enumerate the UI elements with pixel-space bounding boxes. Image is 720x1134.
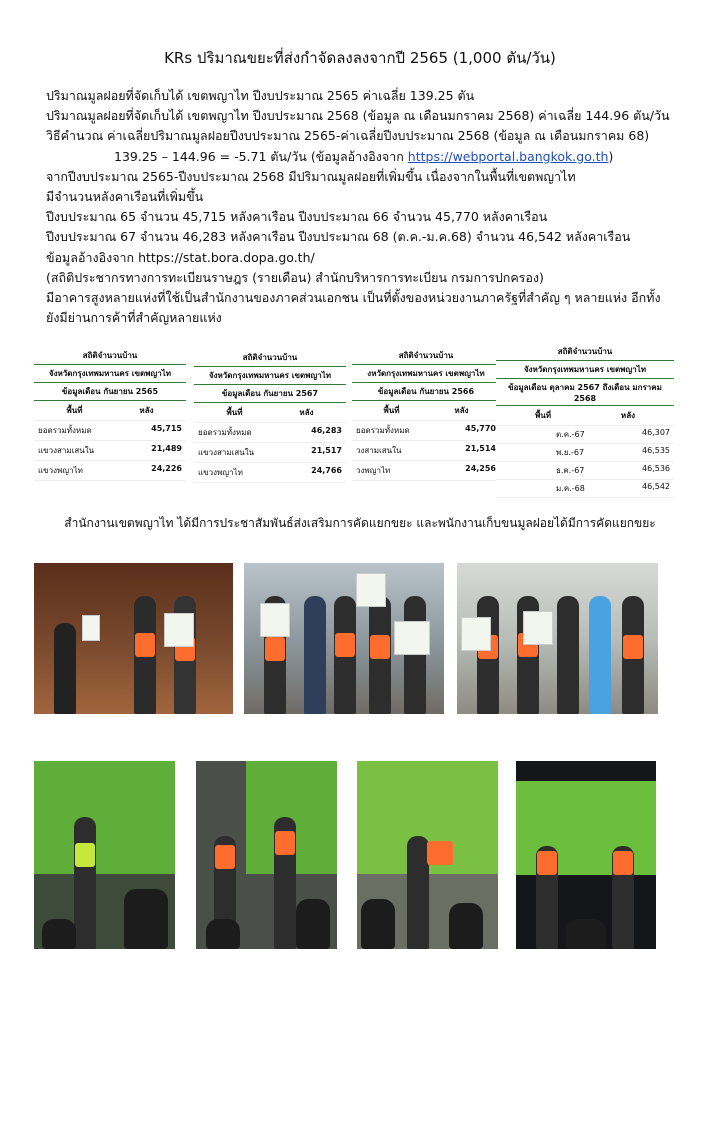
area-cell: พ.ย.-67 xyxy=(556,448,585,457)
table-row xyxy=(194,443,346,463)
photo-caption: สำนักงานเขตพญาไท ได้มีการประชาสัมพันธ์ส่งเสริมการคัดแยกขยะ และพนักงานเก็บขนมูลฝอยได้มีการคัดแยกขยะ xyxy=(64,516,656,530)
area-cell: แขวงพญาไท xyxy=(38,466,83,475)
photo-campaign-cafe xyxy=(34,563,233,714)
count-cell: 21,489 xyxy=(151,444,182,453)
count-cell: 46,536 xyxy=(642,464,670,473)
table-heading: สถิติจำนวนบ้าน xyxy=(34,347,186,365)
stats-table-2567 xyxy=(194,349,346,483)
count-cell: 45,715 xyxy=(151,424,182,433)
table-period: ข้อมูลเดือน กันยายน 2567 xyxy=(194,385,346,403)
campaign-poster xyxy=(523,611,553,645)
stats-table-2565 xyxy=(34,347,186,481)
garbage-bag xyxy=(449,903,483,949)
table-heading: สถิติจำนวนบ้าน xyxy=(496,343,674,361)
table-row xyxy=(352,441,500,461)
area-cell: ธ.ค.-67 xyxy=(556,466,585,475)
table-row xyxy=(496,480,674,498)
column-count: หลัง xyxy=(620,411,636,420)
document-title: KRs ปริมาณขยะที่ส่งกำจัดลงลงจากปี 2565 (1,000 ตัน/วัน) xyxy=(164,49,556,67)
campaign-poster xyxy=(461,617,491,651)
area-cell: ม.ค.-68 xyxy=(556,484,585,493)
paper-sheet xyxy=(82,615,100,641)
photo-campaign-street xyxy=(244,563,444,714)
count-cell: 24,226 xyxy=(151,464,182,473)
count-cell: 46,535 xyxy=(642,446,670,455)
orange-vest xyxy=(275,831,295,855)
person-figure xyxy=(404,596,426,714)
photo-sorting-night xyxy=(516,761,656,949)
column-count: หลัง xyxy=(139,406,154,415)
column-area: พื้นที่ xyxy=(383,406,400,415)
paragraph-line: ปริมาณมูลฝอยที่จัดเก็บได้ เขตพญาไท ปีงบประมาณ 2568 (ข้อมูล ณ เดือนมกราคม 2568) ค่าเฉลี่ย 144.96 ตัน/วัน xyxy=(46,108,670,124)
garbage-truck xyxy=(34,761,175,874)
garbage-bag xyxy=(124,889,168,949)
count-cell: 21,514 xyxy=(465,444,496,453)
garbage-bag xyxy=(206,919,240,949)
campaign-poster xyxy=(164,613,194,647)
orange-vest xyxy=(427,841,453,865)
orange-vest xyxy=(335,633,355,657)
table-header-row xyxy=(194,403,346,423)
reference-link[interactable]: https://webportal.bangkok.go.th xyxy=(407,148,609,164)
photo-campaign-group xyxy=(457,563,658,714)
orange-vest xyxy=(537,851,557,875)
count-cell: 21,517 xyxy=(311,446,342,455)
table-header-row xyxy=(496,406,674,426)
count-cell: 45,770 xyxy=(465,424,496,433)
paragraph-line: มีอาคารสูงหลายแห่งที่ใช้เป็นสำนักงานของภาคส่วนเอกชน เป็นที่ตั้งของหน่วยงานภาครัฐที่สำคัญ ๆ หลายแห่ง อีกทั้ง xyxy=(46,290,661,306)
count-cell: 24,256 xyxy=(465,464,496,473)
garbage-bag xyxy=(566,919,606,949)
garbage-bag xyxy=(361,899,395,949)
stats-table-2566 xyxy=(352,347,500,481)
area-cell: วงสามเสนใน xyxy=(356,446,402,455)
orange-vest xyxy=(370,635,390,659)
person-figure xyxy=(304,596,326,714)
paragraph-line: (สถิติประชากรทางการทะเบียนราษฎร (รายเดือน) สำนักบริหารการทะเบียน กรมการปกครอง) xyxy=(46,269,544,285)
table-header-row xyxy=(352,401,500,421)
person-figure xyxy=(74,817,96,949)
column-area: พื้นที่ xyxy=(226,408,243,417)
area-cell: ต.ค.-67 xyxy=(556,430,585,439)
table-row xyxy=(194,423,346,443)
area-cell: ยอดรวมทั้งหมด xyxy=(198,428,252,437)
house-statistics-tables xyxy=(34,343,684,493)
table-subheading: งหวัดกรุงเทพมหานคร เขตพญาไท xyxy=(352,365,500,383)
photo-sorting-2 xyxy=(196,761,337,949)
photo-sorting-1 xyxy=(34,761,175,949)
calculation-text: 139.25 – 144.96 = -5.71 ตัน/วัน (ข้อมูลอ้างอิงจาก xyxy=(114,148,408,164)
orange-vest xyxy=(613,851,633,875)
body-text xyxy=(46,86,696,328)
table-row xyxy=(496,426,674,444)
count-cell: 24,766 xyxy=(311,466,342,475)
table-row xyxy=(496,462,674,480)
area-cell: วงพญาไท xyxy=(356,466,391,475)
paragraph-line: จากปีงบประมาณ 2565-ปีงบประมาณ 2568 มีปริมาณมูลฝอยที่เพิ่มขึ้น เนื่องจากในพื้นที่เขตพญาไท xyxy=(46,168,576,184)
paragraph-line: ปีงบประมาณ 65 จำนวน 45,715 หลังคาเรือน ปีงบประมาณ 66 จำนวน 45,770 หลังคาเรือน xyxy=(46,209,548,225)
column-area: พื้นที่ xyxy=(66,406,83,415)
count-cell: 46,542 xyxy=(642,482,670,491)
campaign-poster xyxy=(356,573,386,607)
table-period: ข้อมูลเดือน ตุลาคม 2567 ถึงเดือน มกราคม 2568 xyxy=(496,379,674,406)
column-area: พื้นที่ xyxy=(534,411,551,420)
table-row xyxy=(34,421,186,441)
table-row xyxy=(194,463,346,483)
table-period: ข้อมูลเดือน กันยายน 2566 xyxy=(352,383,500,401)
table-subheading: จังหวัดกรุงเทพมหานคร เขตพญาไท xyxy=(496,361,674,379)
person-figure xyxy=(557,596,579,714)
campaign-poster xyxy=(394,621,430,655)
garbage-bag xyxy=(42,919,76,949)
column-count: หลัง xyxy=(299,408,314,417)
column-count: หลัง xyxy=(454,406,469,415)
table-row xyxy=(34,461,186,481)
table-subheading: จังหวัดกรุงเทพมหานคร เขตพญาไท xyxy=(34,365,186,383)
table-subheading: จังหวัดกรุงเทพมหานคร เขตพญาไท xyxy=(194,367,346,385)
orange-vest xyxy=(265,637,285,661)
person-figure xyxy=(407,836,429,949)
paragraph-line: ปริมาณมูลฝอยที่จัดเก็บได้ เขตพญาไท ปีงบประมาณ 2565 ค่าเฉลี่ย 139.25 ตัน xyxy=(46,88,475,103)
table-row xyxy=(34,441,186,461)
stats-table-2568 xyxy=(496,343,674,498)
orange-vest xyxy=(215,845,235,869)
table-period: ข้อมูลเดือน กันยายน 2565 xyxy=(34,383,186,401)
table-header-row xyxy=(34,401,186,421)
person-figure xyxy=(54,623,76,714)
area-cell: แขวงสามเสนใน xyxy=(38,446,95,455)
person-figure xyxy=(589,596,611,714)
paragraph-line: วิธีคำนวณ ค่าเฉลี่ยปริมาณมูลฝอยปีงบประมาณ 2565-ค่าเฉลี่ยปีงบประมาณ 2568 (ข้อมูล ณ เดือนมกราคม 68) xyxy=(46,128,650,144)
area-cell: แขวงสามเสนใน xyxy=(198,448,255,457)
calculation-end: ) xyxy=(608,148,614,164)
area-cell: ยอดรวมทั้งหมด xyxy=(356,426,410,435)
paragraph-line: มีจำนวนหลังคาเรือนที่เพิ่มขึ้น xyxy=(46,189,204,205)
table-heading: สถิติจำนวนบ้าน xyxy=(194,349,346,367)
count-cell: 46,283 xyxy=(311,426,342,435)
calculation-line xyxy=(46,147,696,167)
garbage-bag xyxy=(296,899,330,949)
area-cell: แขวงพญาไท xyxy=(198,468,243,477)
paragraph-line: ปีงบประมาณ 67 จำนวน 46,283 หลังคาเรือน ปีงบประมาณ 68 (ต.ค.-ม.ค.68) จำนวน 46,542 หลังคาเรือน xyxy=(46,229,631,245)
paragraph-line: ข้อมูลอ้างอิงจาก https://stat.bora.dopa.go.th/ xyxy=(46,249,315,265)
table-heading: สถิติจำนวนบ้าน xyxy=(352,347,500,365)
campaign-poster xyxy=(260,603,290,637)
table-row xyxy=(352,461,500,481)
safety-vest xyxy=(75,843,95,867)
orange-vest xyxy=(135,633,155,657)
table-row xyxy=(352,421,500,441)
paragraph-line: ยังมีย่านการค้าที่สำคัญหลายแห่ง xyxy=(46,310,222,326)
count-cell: 46,307 xyxy=(642,428,670,437)
photo-sorting-3 xyxy=(357,761,498,949)
area-cell: ยอดรวมทั้งหมด xyxy=(38,426,92,435)
orange-vest xyxy=(623,635,643,659)
table-row xyxy=(496,444,674,462)
